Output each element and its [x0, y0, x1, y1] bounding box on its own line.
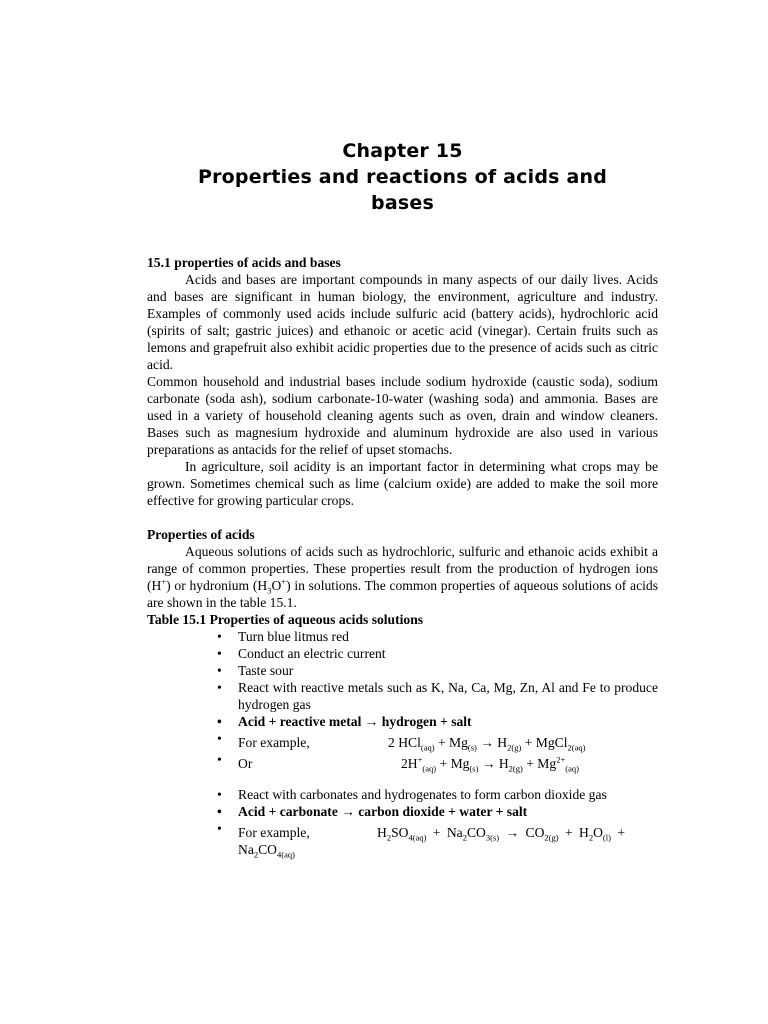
table-caption: Table 15.1 Properties of aqueous acids solutions	[147, 612, 424, 627]
document-page	[147, 138, 658, 858]
paragraph-household-bases: Common household and industrial bases include sodium hydroxide (caustic soda), sodium carbonate (soda ash), sodium carbonate-10-water (washing soda) and ammonia. Bases are used in a variety of household cleaning agents such as oven, drain and window cleaners. Bases such as magnesium hydroxide and aluminum hydroxide are also used in various preparations as antacids for the relief of upset stomachs.	[147, 374, 658, 457]
list-item: • React with carbonates and hydrogenates to form carbon dioxide gas	[217, 787, 607, 802]
section-heading-properties-of-acids: Properties of acids	[147, 527, 255, 542]
paragraph-agriculture: In agriculture, soil acidity is an important factor in determining what crops may be grown. Sometimes chemical such as lime (calcium oxide) are added to make the soil more effective for growing particular crops.	[147, 459, 658, 508]
list-item: • Turn blue litmus red	[217, 629, 349, 644]
list-item: • Conduct an electric current	[217, 646, 386, 661]
chapter-title-line1: Properties and reactions of acids and	[197, 166, 608, 188]
list-item-metal-reaction-rule: • Acid + reactive metal → hydrogen + salt	[217, 714, 472, 729]
chapter-heading	[147, 138, 658, 216]
equation-hcl-mg: 2 $HCl_{(aq)} + Mg_{(s)} \to H_{2(g)}$ + MgCl$_{2(aq)}$	[388, 735, 586, 753]
chapter-title-line2: bases	[371, 192, 434, 214]
equation-sulfuric-carbonate: $H_2SO_{4(aq)} + Na_2CO_{3(s)} \to CO_{2(g)} + H_2O_{(l)}$ +	[377, 825, 626, 843]
list-item-example-sulfuric: • For example, $H_2SO_{4(aq)} + Na_2CO_{3(s)} \to CO_{2(g)} + H_2O_{(l)}$ + $Na_2CO_{4(aq)}$	[217, 820, 658, 858]
equation-sulfuric-continuation: $Na_2CO_{4(aq)}$	[238, 842, 295, 860]
chapter-number: Chapter 15	[342, 140, 463, 162]
list-item-example-ionic: • Or $2H^+_{(aq)} + Mg_{(s)} \to H_{2(g)} + Mg^{2+}_{(aq)}$	[217, 751, 658, 772]
list-item-carbonate-rule: • Acid + carbonate → carbon dioxide + water + salt	[217, 804, 528, 819]
list-item: • Taste sour	[217, 663, 294, 678]
paragraph-acids-bases-intro: Acids and bases are important compounds in many aspects of our daily lives. Acids and bases are significant in human biology, the environment, agriculture and industry. Examples of commonly used acids include sulfuric acid (battery acids), hydrochloric acid (spirits of salt; gastric juices) and ethanoic or acetic acid (vinegar). Certain fruits such as lemons and grapefruit also exhibit acidic properties due to the presence of acids such as citric acid.	[147, 272, 658, 372]
equation-ionic-mg: $2H^+_{(aq)} + Mg_{(s)} \to H_{2(g)} + Mg^{2+}_{(aq)}$	[401, 754, 579, 774]
properties-list	[147, 628, 658, 858]
list-item: • React with reactive metals such as K, Na, Ca, Mg, Zn, Al and Fe to produce hydrogen gas	[217, 680, 658, 712]
list-item-example-hcl: • For example, 2 $HCl_{(aq)} + Mg_{(s)} \to H_{2(g)}$ + MgCl$_{2(aq)}$	[217, 730, 658, 751]
paragraph-properties-of-acids: Aqueous solutions of acids such as hydrochloric, sulfuric and ethanoic acids exhibit a range of common properties. These properties result from the production of hydrogen ions (H+) or hydronium $(H_3O^+)$ in solutions. The common properties of aqueous solutions of acids are shown in the table 15.1.	[147, 544, 658, 610]
section-heading-15-1: 15.1 properties of acids and bases	[147, 255, 341, 270]
